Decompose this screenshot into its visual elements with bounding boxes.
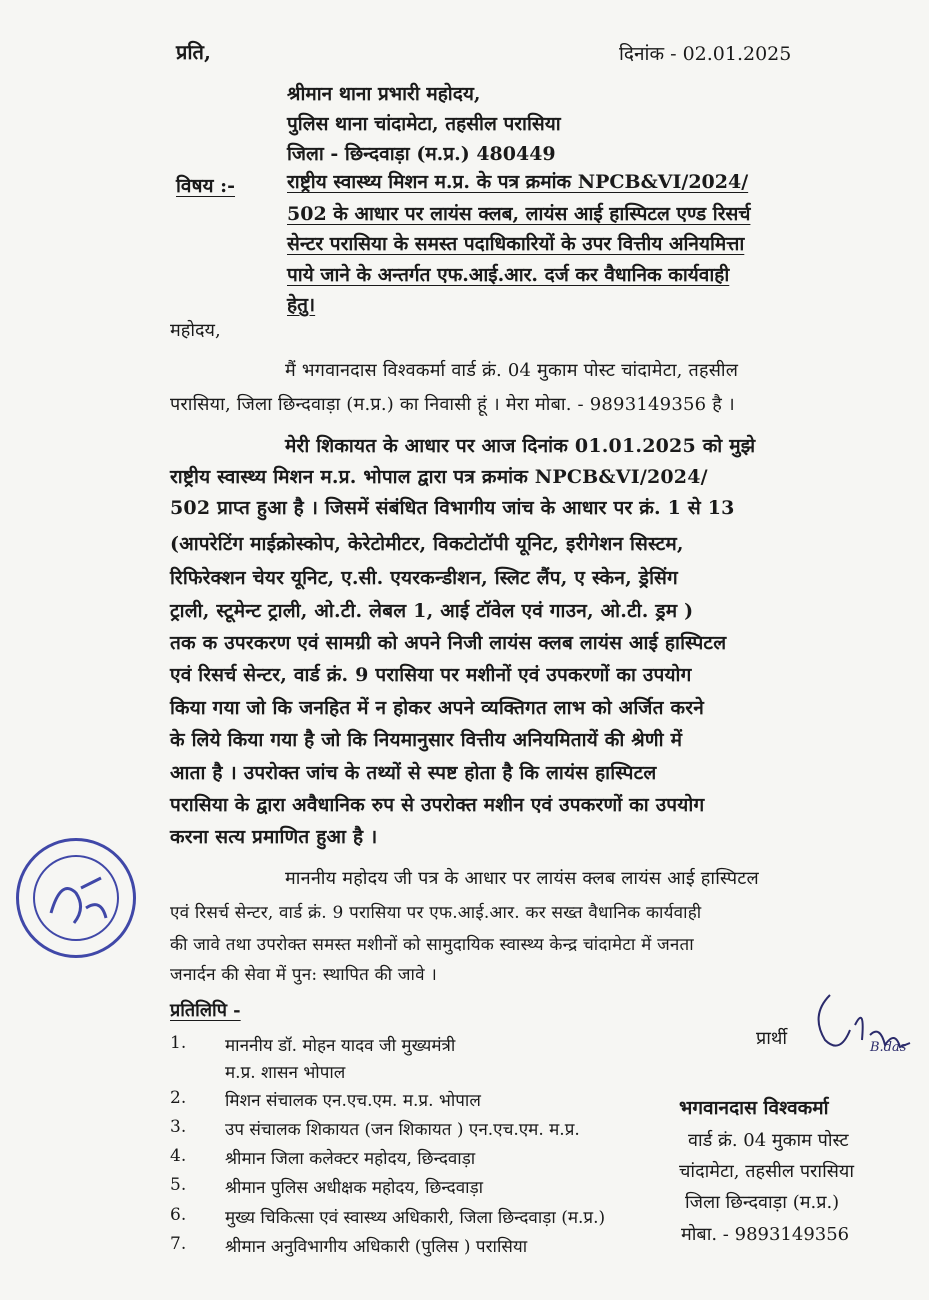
copy-item-number: 4. xyxy=(170,1146,187,1166)
para2-line: आता है । उपरोक्त जांच के तथ्यों से स्पष्ट होता है कि लायंस हास्पिटल xyxy=(170,762,657,784)
signature-text: B.das xyxy=(870,1040,907,1055)
para3-line: की जावे तथा उपरोक्त समस्त मशीनों को सामुदायिक स्वास्थ्य केन्द्र चांदामेटा में जनता xyxy=(170,935,694,955)
copy-item-text: श्रीमान अनुविभागीय अधिकारी (पुलिस ) परासिया xyxy=(225,1237,528,1257)
copy-item-number: 3. xyxy=(170,1117,187,1137)
para2-line: के लिये किया गया है जो कि नियमानुसार वित्तीय अनियमितायें की श्रेणी में xyxy=(170,729,683,751)
copy-item-text: माननीय डॉ. मोहन यादव जी मुख्यमंत्री xyxy=(225,1036,456,1056)
recipient-line-1: श्रीमान थाना प्रभारी महोदय, xyxy=(287,83,481,105)
recipient-line-3: जिला - छिन्दवाड़ा (म.प्र.) 480449 xyxy=(287,143,556,165)
copy-item-text: म.प्र. शासन भोपाल xyxy=(225,1063,346,1083)
para2-line: रिफिरेक्शन चेयर यूनिट, ए.सी. एयरकन्डीशन, स्लिट लैंप, ए स्केन, ड्रेसिंग xyxy=(170,567,678,589)
subject-line: सेन्टर परासिया के समस्त पदाधिकारियों के उपर वित्तीय अनियमित्ता xyxy=(287,233,745,255)
copy-item-text: श्रीमान पुलिस अधीक्षक महोदय, छिन्दवाड़ा xyxy=(225,1178,484,1198)
para3-line: जनार्दन की सेवा में पुन: स्थापित की जावे । xyxy=(170,965,437,985)
para2-line: करना सत्य प्रमाणित हुआ है । xyxy=(170,826,378,848)
subject-line: हेतु। xyxy=(287,294,316,316)
copy-item-text: मुख्य चिकित्सा एवं स्वास्थ्य अधिकारी, जिला छिन्दवाड़ा (म.प्र.) xyxy=(225,1208,606,1228)
para2-line: (आपरेटिंग माईक्रोस्कोप, केरेटोमीटर, विकटोटॉपी यूनिट, इरीगेशन सिस्टम, xyxy=(170,533,684,555)
para2-line: राष्ट्रीय स्वास्थ्य मिशन म.प्र. भोपाल द्वारा पत्र क्रमांक NPCB&VI/2024/ xyxy=(170,466,708,488)
para2-line: मेरी शिकायत के आधार पर आज दिनांक 01.01.2025 को मुझे xyxy=(285,435,756,457)
copy-item-text: श्रीमान जिला कलेक्टर महोदय, छिन्दवाड़ा xyxy=(225,1149,476,1169)
copy-heading: प्रतिलिपि - xyxy=(170,1000,241,1021)
applicant-name: भगवानदास विश्वकर्मा xyxy=(679,1097,829,1119)
applicant-address-line: वार्ड क्रं. 04 मुकाम पोस्ट xyxy=(688,1130,849,1151)
para2-line: परासिया के द्वारा अवैधानिक रुप से उपरोक्त मशीन एवं उपकरणों का उपयोग xyxy=(170,794,705,816)
copy-item-number: 6. xyxy=(170,1205,187,1225)
subject-line: पाये जाने के अन्तर्गत एफ.आई.आर. दर्ज कर वैधानिक कार्यवाही xyxy=(287,264,730,286)
letter-date: दिनांक - 02.01.2025 xyxy=(619,43,792,65)
recipient-line-2: पुलिस थाना चांदामेटा, तहसील परासिया xyxy=(287,113,561,135)
signature-scribble-icon xyxy=(800,985,929,1065)
subject-line: राष्ट्रीय स्वास्थ्य मिशन म.प्र. के पत्र क्रमांक NPCB&VI/2024/ xyxy=(287,171,749,193)
applicant-address-line: चांदामेटा, तहसील परासिया xyxy=(679,1161,855,1182)
para3-line: माननीय महोदय जी पत्र के आधार पर लायंस क्लब लायंस आई हास्पिटल xyxy=(285,868,759,889)
para2-line: तक क उपरकरण एवं सामग्री को अपने निजी लायंस क्लब लायंस आई हास्पिटल xyxy=(170,632,727,654)
applicant-address-line: जिला छिन्दवाड़ा (म.प्र.) xyxy=(685,1192,840,1213)
copy-item-number: 7. xyxy=(170,1234,187,1254)
copy-item-text: उप संचालक शिकायत (जन शिकायत ) एन.एच.एम. म.प्र. xyxy=(225,1120,580,1140)
salutation: महोदय, xyxy=(170,320,221,341)
subject-line: 502 के आधार पर लायंस क्लब, लायंस आई हास्पिटल एण्ड रिसर्च xyxy=(287,203,751,225)
subject-label: विषय :- xyxy=(176,175,236,197)
para1-line: मैं भगवानदास विश्वकर्मा वार्ड क्रं. 04 मुकाम पोस्ट चांदामेटा, तहसील xyxy=(285,360,739,381)
para2-line: 502 प्राप्त हुआ है । जिसमें संबंधित विभागीय जांच के आधार पर क्रं. 1 से 13 xyxy=(170,497,735,519)
para1-line: परासिया, जिला छिन्दवाड़ा (म.प्र.) का निवासी हूं । मेरा मोबा. - 9893149356 है । xyxy=(170,394,735,415)
applicant-label: प्रार्थी xyxy=(756,1028,788,1049)
copy-item-number: 1. xyxy=(170,1033,187,1053)
stamp-handwriting-icon xyxy=(16,838,136,958)
para2-line: ट्राली, स्टूमेन्ट ट्राली, ओ.टी. लेबल 1, आई टॉवेल एवं गाउन, ओ.टी. ड्रम ) xyxy=(170,600,694,622)
copy-item-text: मिशन संचालक एन.एच.एम. म.प्र. भोपाल xyxy=(225,1091,481,1111)
para3-line: एवं रिसर्च सेन्टर, वार्ड क्रं. 9 परासिया पर एफ.आई.आर. कर सख्त वैधानिक कार्यवाही xyxy=(170,903,702,923)
to-label: प्रति, xyxy=(176,40,211,64)
applicant-mobile: मोबा. - 9893149356 xyxy=(681,1224,850,1245)
police-stamp xyxy=(16,838,136,958)
copy-item-number: 2. xyxy=(170,1088,187,1108)
para2-line: किया गया जो कि जनहित में न होकर अपने व्यक्तिगत लाभ को अर्जित करने xyxy=(170,697,704,719)
para2-line: एवं रिसर्च सेन्टर, वार्ड क्रं. 9 परासिया पर मशीनों एवं उपकरणों का उपयोग xyxy=(170,664,692,686)
copy-item-number: 5. xyxy=(170,1175,187,1195)
